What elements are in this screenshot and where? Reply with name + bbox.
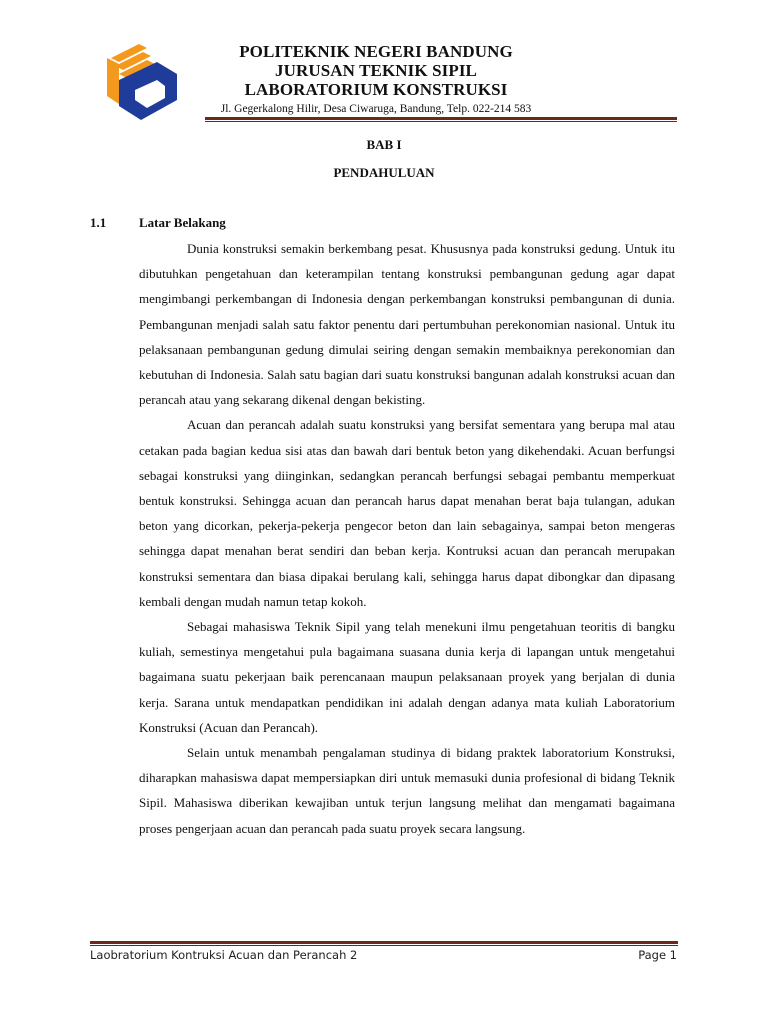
page-number: Page 1	[638, 948, 677, 962]
header-divider-thin	[205, 121, 677, 122]
paragraph: Sebagai mahasiswa Teknik Sipil yang telah menekuni ilmu pengetahuan teoritis di bangku kuliah, semestinya mengetahui pula bagaimana suasana dunia kerja di lapangan untuk mengetahui bagaimana suatu pekerjaan baik perencanaan maupun pelaksanaan proyek yang berjalan di dunia kerja. Sarana untuk mendapatkan pendidikan ini adalah dengan adanya mata kuliah Laboratorium Konstruksi (Acuan dan Perancah).	[139, 619, 675, 735]
footer-divider	[90, 941, 678, 944]
institution-logo	[101, 40, 179, 122]
paragraph: Selain untuk menambah pengalaman studinya di bidang praktek laboratorium Konstruksi, diharapkan mahasiswa dapat mempersiapkan diri untuk memasuki dunia profesional di bidang Teknik Sipil. Mahasiswa diberikan kewajiban untuk terjun langsung melihat dan mengamati bagaimana proses pengerjaan acuan dan perancah pada suatu proyek secara langsung.	[139, 745, 675, 836]
chapter-title: PENDAHULUAN	[333, 165, 435, 180]
section-title: Latar Belakang	[139, 215, 226, 230]
body-text	[139, 236, 675, 841]
polban-logo-icon	[101, 40, 179, 122]
address: Jl. Gegerkalong Hilir, Desa Ciwaruga, Bandung, Telp. 022-214 583	[220, 103, 532, 115]
letterhead	[200, 42, 552, 116]
header-divider	[205, 117, 677, 120]
institution-name: POLITEKNIK NEGERI BANDUNG	[239, 42, 513, 61]
paragraph: Acuan dan perancah adalah suatu konstruksi yang bersifat sementara yang berupa mal atau cetakan pada bagian kedua sisi atas dan bawah dari bentuk beton yang dikehendaki. Acuan berfungsi sebagai konstruksi yang diinginkan, sedangkan perancah berfungsi sebagai pembantu memperkuat bentuk konstruksi. Sehingga acuan dan perancah harus dapat menahan berat baja tulangan, adukan beton yang dicorkan, pekerja-pekerja pengecor beton dan lain sebagainya, sampai beton mengeras sehingga dapat menahan berat sendiri dan beban kerja. Kontruksi acuan dan perancah merupakan konstruksi sementara dan biasa dipakai berulang kali, sehingga harus dapat dibongkar dan dipasang kembali dengan mudah namun tetap kokoh.	[139, 417, 675, 609]
footer-title: Laobratorium Kontruksi Acuan dan Perancah 2	[90, 948, 358, 962]
footer-divider-thin	[90, 945, 678, 946]
department-name: JURUSAN TEKNIK SIPIL	[275, 61, 477, 80]
paragraph: Dunia konstruksi semakin berkembang pesat. Khususnya pada konstruksi gedung. Untuk itu dibutuhkan pengetahuan dan keterampilan tentang konstruksi pembangunan gedung agar dapat mengimbangi perkembangan di Indonesia dengan perkembangan konstruksi pembangunan di dunia. Pembangunan menjadi salah satu faktor penentu dari pertumbuhan perekonomian nasional. Untuk itu pelaksanaan pembangunan gedung dimulai seiring dengan semakin membaiknya perekonomian dan kebutuhan di Indonesia. Salah satu bagian dari suatu konstruksi bangunan adalah konstruksi acuan dan perancah atau yang sekarang dikenal dengan bekisting.	[139, 241, 675, 408]
section-number: 1.1	[90, 215, 107, 230]
chapter-label: BAB I	[366, 137, 402, 152]
laboratory-name: LABORATORIUM KONSTRUKSI	[244, 80, 508, 99]
